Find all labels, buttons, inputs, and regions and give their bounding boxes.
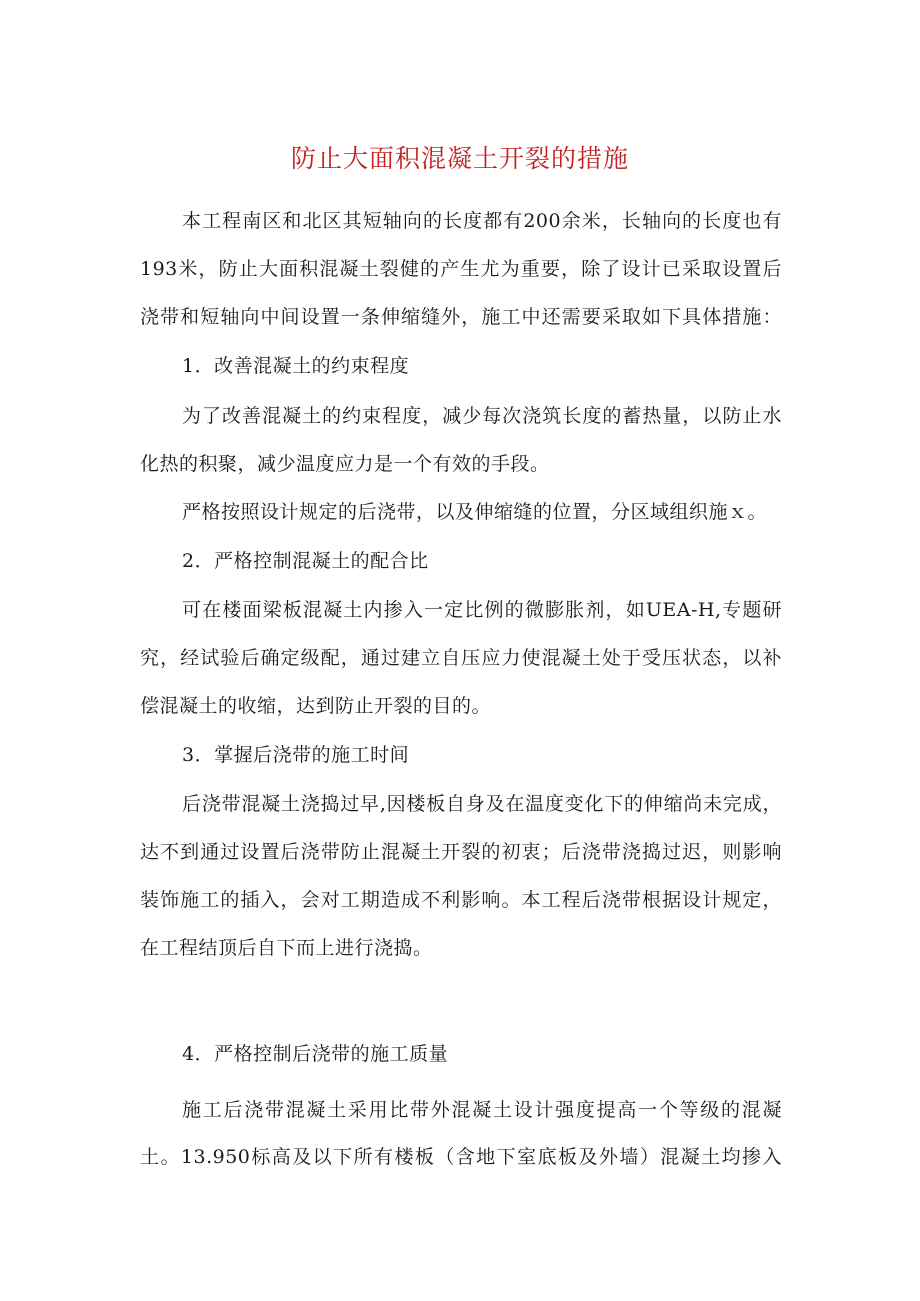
section-heading: 3．掌握后浇带的施工时间 [182, 744, 410, 766]
section-heading: 4．严格控制后浇带的施工质量 [182, 1043, 449, 1065]
paragraph-line: 究，经试验后确定级配，通过建立自压应力使混凝土处于受压状态，以补 [140, 647, 782, 669]
paragraph-line: 本工程南区和北区其短轴向的长度都有200余米，长轴向的长度也有 [182, 210, 782, 232]
paragraph-line: 为了改善混凝土的约束程度，减少每次浇筑长度的蓄热量，以防止水 [182, 405, 782, 427]
section-heading: 2．严格控制混凝土的配合比 [182, 550, 429, 572]
paragraph-line: 可在楼面梁板混凝土内掺入一定比例的微膨胀剂，如UEA-H,专题研 [182, 599, 782, 621]
paragraph-line: 偿混凝土的收缩，达到防止开裂的目的。 [140, 695, 492, 717]
paragraph-line: 浇带和短轴向中间设置一条伸缩缝外，施工中还需要采取如下具体措施： [140, 306, 782, 328]
paragraph-line: 193米，防止大面积混凝土裂健的产生尤为重要，除了设计已采取设置后 [140, 258, 782, 280]
paragraph-line: 施工后浇带混凝土采用比带外混凝土设计强度提高一个等级的混凝 [182, 1099, 782, 1121]
document-title: 防止大面积混凝土开裂的措施 [290, 144, 629, 173]
paragraph-line: 后浇带混凝土浇捣过早,因楼板自身及在温度变化下的伸缩尚未完成， [182, 793, 782, 815]
paragraph-line: 严格按照设计规定的后浇带，以及伸缩缝的位置，分区域组织施ｘ。 [182, 501, 768, 523]
paragraph-line: 土。13.950标高及以下所有楼板（含地下室底板及外墙）混凝土均掺入 [140, 1146, 782, 1168]
paragraph-line: 化热的积聚，减少温度应力是一个有效的手段。 [140, 453, 550, 475]
section-heading: 1．改善混凝土的约束程度 [182, 355, 410, 377]
paragraph-line: 达不到通过设置后浇带防止混凝土开裂的初衷；后浇带浇捣过迟，则影响 [140, 841, 782, 863]
paragraph-line: 在工程结顶后自下而上进行浇捣。 [140, 937, 433, 959]
paragraph-line: 装饰施工的插入，会对工期造成不利影响。本工程后浇带根据设计规定， [140, 889, 782, 911]
